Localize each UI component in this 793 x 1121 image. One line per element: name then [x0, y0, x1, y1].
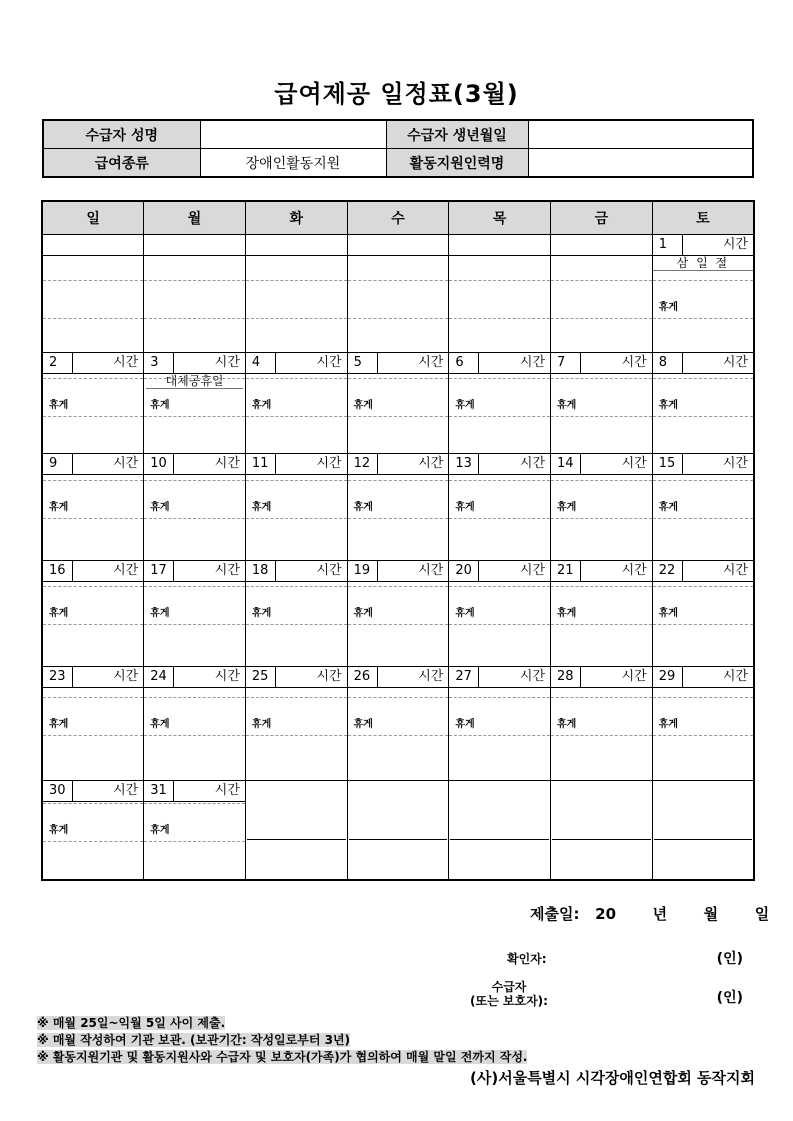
divider [348, 480, 449, 481]
divider [449, 318, 550, 319]
confirmer-seal: (인) [716, 951, 743, 967]
worker-label: 활동지원인력명 [386, 149, 528, 178]
divider [653, 416, 753, 417]
divider [449, 480, 550, 481]
day-number: 18 [246, 561, 276, 581]
empty-day-cell [245, 235, 347, 353]
divider [246, 378, 347, 379]
rest-label: 휴게 [150, 400, 170, 412]
recipient-name-field[interactable] [200, 120, 386, 149]
hours-unit[interactable]: 시간 [418, 456, 444, 472]
rest-label: 휴게 [49, 400, 69, 412]
day-number: 19 [348, 561, 378, 581]
divider [43, 518, 143, 519]
divider [246, 318, 347, 319]
divider [653, 697, 753, 698]
rest-label: 휴게 [251, 718, 272, 730]
day-cell[interactable] [144, 780, 246, 880]
weekday-header: 일 [42, 201, 144, 235]
divider [348, 586, 449, 587]
divider [653, 480, 753, 481]
divider [653, 280, 753, 281]
weekday-header: 토 [652, 201, 754, 235]
rest-label: 휴게 [658, 302, 679, 313]
rest-label: 휴게 [150, 502, 170, 514]
divider [551, 378, 652, 379]
divider [449, 735, 550, 736]
weekday-header: 수 [347, 201, 449, 235]
divider [246, 416, 347, 417]
hours-unit[interactable]: 시간 [214, 563, 240, 579]
divider [551, 280, 652, 281]
divider [653, 624, 753, 625]
benefit-type-field[interactable]: 장애인활동지원 [200, 149, 386, 178]
rest-label: 휴게 [251, 502, 272, 514]
confirmer-label: 확인자: [507, 952, 547, 966]
day-number: 12 [348, 454, 378, 474]
day-cell[interactable] [42, 353, 144, 454]
organization-name: (사)서울특별시 시각장애인연합회 동작지회 [470, 1069, 755, 1087]
weekday-header: 금 [551, 201, 653, 235]
day-cell[interactable] [652, 353, 754, 454]
hours-unit[interactable]: 시간 [113, 456, 139, 472]
day-cell[interactable] [551, 666, 653, 780]
rest-label: 휴게 [49, 608, 69, 620]
day-cell[interactable] [245, 666, 347, 780]
divider [246, 735, 347, 736]
day-number: 11 [246, 454, 276, 474]
divider [653, 735, 753, 736]
divider [449, 586, 550, 587]
divider [348, 416, 449, 417]
day-cell[interactable] [347, 666, 449, 780]
rest-label: 휴게 [658, 718, 679, 730]
divider [551, 586, 652, 587]
empty-day-cell [449, 780, 551, 880]
divider [449, 280, 550, 281]
hours-unit[interactable]: 시간 [418, 355, 444, 371]
day-number: 13 [449, 454, 479, 474]
day-cell[interactable] [245, 454, 347, 561]
divider [348, 735, 449, 736]
hours-unit[interactable]: 시간 [722, 237, 748, 252]
hours-unit[interactable]: 시간 [316, 563, 342, 579]
rest-label: 휴게 [353, 502, 373, 514]
divider [348, 318, 449, 319]
day-number: 15 [653, 454, 683, 474]
day-number: 20 [449, 561, 479, 581]
day-number: 23 [43, 667, 73, 687]
hours-unit[interactable]: 시간 [519, 563, 546, 579]
day-cell[interactable] [347, 561, 449, 667]
hours-unit[interactable]: 시간 [214, 456, 240, 472]
day-cell[interactable] [245, 353, 347, 454]
rest-label: 휴게 [658, 400, 679, 412]
rest-label: 휴게 [251, 608, 272, 620]
divider [144, 586, 245, 587]
divider [246, 480, 347, 481]
day-label: 일 [754, 905, 770, 923]
day-number: 26 [348, 667, 378, 687]
empty-day-cell [551, 780, 653, 880]
divider [144, 735, 245, 736]
empty-day-cell [347, 235, 449, 353]
day-number: 30 [43, 781, 73, 801]
divider [551, 416, 652, 417]
rest-label: 휴게 [455, 502, 475, 514]
schedule-calendar [41, 200, 755, 881]
divider [246, 624, 347, 625]
divider [348, 697, 449, 698]
day-number: 22 [653, 561, 683, 581]
hours-unit[interactable]: 시간 [113, 782, 139, 798]
divider [144, 697, 245, 698]
rest-label: 휴게 [150, 608, 170, 620]
month-label: 월 [703, 905, 719, 923]
day-number: 27 [449, 667, 479, 687]
note-item: ※ 매월 25일~익월 5일 사이 제출. [37, 1016, 226, 1030]
day-cell[interactable] [449, 561, 551, 667]
day-number: 5 [348, 353, 378, 373]
recipient-signature-label [464, 980, 554, 1008]
divider [551, 697, 652, 698]
divider [144, 318, 245, 319]
divider [246, 586, 347, 587]
day-cell[interactable] [42, 666, 144, 780]
holiday-label: 삼 일 절 [653, 256, 753, 271]
birthdate-label: 수급자 생년월일 [386, 120, 528, 149]
day-cell[interactable] [144, 454, 246, 561]
divider [43, 803, 143, 804]
hours-unit[interactable]: 시간 [113, 668, 139, 684]
hours-unit[interactable]: 시간 [113, 563, 139, 579]
worker-field[interactable] [528, 149, 753, 178]
rest-label: 휴게 [455, 400, 475, 412]
divider [144, 518, 245, 519]
day-number: 4 [246, 353, 276, 373]
divider [43, 416, 143, 417]
hours-unit[interactable]: 시간 [722, 456, 748, 472]
divider [449, 378, 550, 379]
recipient-name-label: 수급자 성명 [43, 120, 200, 149]
day-cell[interactable] [652, 666, 754, 780]
rest-label: 휴게 [150, 718, 170, 730]
rest-label: 휴게 [49, 502, 69, 514]
hours-unit[interactable]: 시간 [316, 668, 342, 684]
day-number: 8 [653, 353, 683, 373]
birthdate-field[interactable] [528, 120, 753, 149]
rest-label: 휴게 [49, 718, 69, 730]
weekday-header: 화 [245, 201, 347, 235]
divider [43, 841, 143, 842]
note-item: ※ 활동지원기관 및 활동지원사와 수급자 및 보호자(가족)가 협의하여 매월 말일 전까지 작성. [37, 1050, 528, 1064]
hours-unit[interactable]: 시간 [316, 355, 342, 371]
empty-day-cell [449, 235, 551, 353]
submit-date-label: 제출일: [530, 905, 580, 923]
day-number: 2 [43, 353, 73, 373]
divider [43, 318, 143, 319]
day-cell[interactable] [347, 454, 449, 561]
divider [551, 480, 652, 481]
divider [551, 624, 652, 625]
day-cell[interactable] [551, 353, 653, 454]
day-cell[interactable] [449, 353, 551, 454]
hours-unit[interactable]: 시간 [722, 563, 748, 579]
day-number: 7 [551, 353, 581, 373]
benefit-type-label: 급여종류 [43, 149, 200, 178]
day-number: 16 [43, 561, 73, 581]
day-number: 29 [653, 667, 683, 687]
divider [144, 280, 245, 281]
day-cell[interactable] [144, 561, 246, 667]
empty-day-cell [245, 780, 347, 880]
day-number: 1 [653, 235, 683, 255]
guardian-label: (또는 보호자): [470, 994, 548, 1008]
day-number: 21 [551, 561, 581, 581]
empty-day-cell [652, 780, 754, 880]
day-number: 6 [449, 353, 479, 373]
day-number: 31 [144, 781, 174, 801]
divider [653, 378, 753, 379]
divider [43, 697, 143, 698]
divider [348, 518, 449, 519]
hours-unit[interactable]: 시간 [621, 456, 647, 472]
rest-label: 휴게 [658, 502, 679, 514]
rest-label: 휴게 [557, 400, 577, 412]
day-cell[interactable] [42, 454, 144, 561]
day-number: 14 [551, 454, 581, 474]
day-cell[interactable] [551, 561, 653, 667]
day-cell[interactable] [551, 454, 653, 561]
day-number: 3 [144, 353, 174, 373]
hours-unit[interactable]: 시간 [214, 668, 240, 684]
day-number: 28 [551, 667, 581, 687]
rest-label: 휴게 [353, 400, 373, 412]
rest-label: 휴게 [251, 400, 272, 412]
divider [43, 586, 143, 587]
day-cell[interactable] [652, 454, 754, 561]
divider [43, 378, 143, 379]
hours-unit[interactable]: 시간 [519, 355, 546, 371]
rest-label: 휴게 [353, 608, 373, 620]
day-cell[interactable] [42, 561, 144, 667]
day-cell[interactable] [42, 780, 144, 880]
empty-day-cell [144, 235, 246, 353]
divider [449, 416, 550, 417]
day-cell[interactable] [144, 353, 246, 454]
rest-label: 휴게 [557, 608, 577, 620]
divider [449, 624, 550, 625]
divider [551, 735, 652, 736]
rest-label: 휴게 [455, 608, 475, 620]
day-number: 10 [144, 454, 174, 474]
rest-label: 휴게 [353, 718, 373, 730]
divider [449, 697, 550, 698]
divider [551, 318, 652, 319]
day-cell[interactable] [449, 666, 551, 780]
divider [348, 280, 449, 281]
day-number: 9 [43, 454, 73, 474]
recipient-info-table [42, 119, 754, 178]
day-cell[interactable] [347, 353, 449, 454]
hours-unit[interactable]: 시간 [621, 355, 647, 371]
hours-unit[interactable]: 시간 [418, 563, 444, 579]
rest-label: 휴게 [557, 502, 577, 514]
rest-label: 휴게 [557, 718, 577, 730]
hours-unit[interactable]: 시간 [316, 456, 342, 472]
rest-label: 휴게 [658, 608, 679, 620]
hours-unit[interactable]: 시간 [418, 668, 444, 684]
notes [37, 1015, 527, 1066]
recipient-seal: (인) [716, 990, 743, 1006]
divider [246, 697, 347, 698]
hours-unit[interactable]: 시간 [113, 355, 139, 371]
holiday-label: 대체공휴일 [146, 374, 243, 389]
divider [43, 480, 143, 481]
day-number: 17 [144, 561, 174, 581]
divider [653, 586, 753, 587]
hours-unit[interactable]: 시간 [214, 782, 240, 798]
divider [43, 280, 143, 281]
day-number: 24 [144, 667, 174, 687]
page-title: 급여제공 일정표(3월) [274, 80, 519, 108]
divider [144, 480, 245, 481]
divider [144, 841, 245, 842]
weekday-header: 월 [144, 201, 246, 235]
year-label: 년 [652, 905, 668, 923]
divider [449, 518, 550, 519]
day-number: 25 [246, 667, 276, 687]
empty-day-cell [347, 780, 449, 880]
day-cell[interactable] [449, 454, 551, 561]
divider [348, 378, 449, 379]
divider [653, 318, 753, 319]
divider [144, 378, 245, 379]
hours-unit[interactable]: 시간 [722, 668, 748, 684]
rest-label: 휴게 [49, 824, 69, 836]
hours-unit[interactable]: 시간 [621, 668, 647, 684]
day-cell[interactable] [652, 561, 754, 667]
hours-unit[interactable]: 시간 [621, 563, 647, 579]
empty-day-cell [42, 235, 144, 353]
rest-label: 휴게 [150, 824, 170, 836]
weekday-header: 목 [449, 201, 551, 235]
divider [653, 518, 753, 519]
day-cell[interactable] [652, 235, 754, 353]
note-item: ※ 매월 작성하여 기관 보관. (보관기간: 작성일로부터 3년) [37, 1033, 351, 1047]
hours-unit[interactable]: 시간 [519, 668, 546, 684]
rest-label: 휴게 [455, 718, 475, 730]
day-cell[interactable] [144, 666, 246, 780]
hours-unit[interactable]: 시간 [214, 355, 240, 371]
day-cell[interactable] [245, 561, 347, 667]
submit-date [530, 903, 769, 924]
hours-unit[interactable]: 시간 [722, 355, 748, 371]
divider [43, 624, 143, 625]
submit-year[interactable]: 20 [595, 905, 617, 923]
hours-unit[interactable]: 시간 [519, 456, 546, 472]
divider [144, 803, 245, 804]
recipient-label: 수급자 [491, 980, 527, 994]
divider [246, 518, 347, 519]
divider [246, 280, 347, 281]
divider [144, 624, 245, 625]
divider [551, 518, 652, 519]
divider [43, 735, 143, 736]
empty-day-cell [551, 235, 653, 353]
divider [348, 624, 449, 625]
divider [144, 416, 245, 417]
